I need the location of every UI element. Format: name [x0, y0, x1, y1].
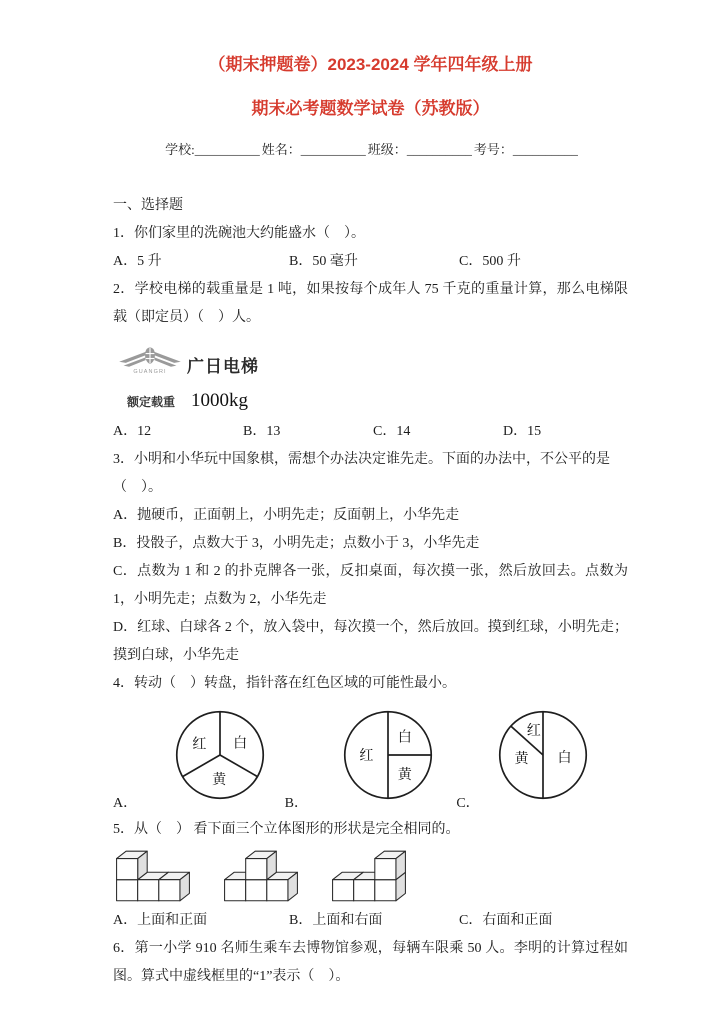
q3-option-c: C．点数为 1 和 2 的扑克牌各一张，反扣桌面，每次摸一张，然后放回去。点数为 1，小明先走；点数为 2，小华先走 — [113, 564, 628, 607]
cube-figure-left — [115, 850, 191, 903]
class-label: 班级： — [367, 142, 407, 157]
rated-load-value: 1000kg — [191, 390, 249, 411]
question-5-cube-figures — [115, 850, 628, 903]
cube-figure-right — [331, 850, 407, 903]
q2-option-d: D．15 — [503, 424, 542, 439]
svg-text:GUANGRI: GUANGRI — [133, 368, 167, 375]
question-3-text: 3．小明和小华玩中国象棋，需想个办法决定谁先走。下面的办法中，不公平的是（ ）。 — [113, 452, 610, 495]
exam-title-line2: 期末必考题数学试卷（苏教版） — [251, 99, 490, 118]
q3-option-d: D．红球、白球各 2 个，放入袋中，每次摸一个，然后放回。摸到红球，小明先走；摸到白球，小华先走 — [113, 620, 628, 663]
cube-figure-middle — [223, 850, 299, 903]
svg-text:黄: 黄 — [514, 751, 529, 768]
question-2-options — [113, 418, 628, 446]
svg-text:白: 白 — [397, 729, 412, 746]
spinner-a-wheel — [173, 708, 267, 802]
svg-text:红: 红 — [359, 748, 374, 765]
spinner-a-letter: A． — [113, 796, 138, 811]
q1-option-a: A．5 升 — [113, 254, 162, 269]
svg-text:黄: 黄 — [212, 771, 227, 788]
question-4-spinners — [113, 706, 628, 816]
question-1-text: 1．你们家里的洗碗池大约能盛水（ ）。 — [113, 226, 365, 241]
rated-load-label: 额定载重 — [127, 395, 176, 409]
school-blank-field: __________ — [194, 142, 260, 157]
q1-option-b: B．50 毫升 — [289, 254, 358, 269]
spinner-b-wheel — [341, 708, 435, 802]
spinner-option-a — [113, 706, 285, 816]
spinner-c-wheel — [496, 708, 590, 802]
question-5-text: 5．从（ ） 看下面三个立体图形的形状是完全相同的。 — [113, 822, 460, 837]
elevator-plate-top-row — [117, 344, 287, 384]
name-label: 姓名： — [261, 142, 301, 157]
guangri-wings-logo-icon — [117, 344, 183, 384]
question-6-text: 6．第一小学 910 名师生乘车去博物馆参观，每辆车限乘 50 人。李明的计算过程如图。算式中虚线框里的“1”表示（ ）。 — [113, 941, 628, 984]
q3-option-a: A．抛硬币，正面朝上，小明先走；反面朝上，小华先走 — [113, 508, 460, 523]
svg-text:红: 红 — [192, 736, 207, 753]
school-label: 学校: — [165, 142, 195, 157]
q1-option-c: C．500 升 — [459, 254, 521, 269]
spinner-option-b — [285, 706, 457, 816]
spinner-option-c — [456, 706, 628, 816]
name-blank-field: __________ — [300, 142, 366, 157]
question-2-text: 2．学校电梯的载重量是 1 吨，如果按每个成年人 75 千克的重量计算，那么电梯限载（即定员）（ ）人。 — [113, 282, 628, 325]
student-info-bar — [113, 139, 628, 158]
q2-option-c: C．14 — [373, 424, 411, 439]
question-4-text: 4．转动（ ）转盘，指针落在红色区域的可能性最小。 — [113, 676, 456, 691]
svg-text:白: 白 — [233, 735, 248, 752]
q5-option-c: C．右面和正面 — [459, 913, 553, 928]
elevator-brand-name: 广日电梯 — [187, 356, 259, 376]
question-5-options — [113, 907, 628, 935]
class-blank-field: __________ — [406, 142, 472, 157]
svg-text:白: 白 — [557, 750, 572, 767]
elevator-rating-plate — [117, 344, 287, 412]
q3-option-b: B．投骰子，点数大于 3，小明先走；点数小于 3，小华先走 — [113, 536, 480, 551]
svg-text:黄: 黄 — [397, 766, 412, 783]
exam-no-blank-field: __________ — [512, 142, 578, 157]
q5-option-a: A．上面和正面 — [113, 913, 208, 928]
q5-option-b: B．上面和右面 — [289, 913, 383, 928]
q2-option-b: B．13 — [243, 424, 281, 439]
q2-option-a: A．12 — [113, 424, 152, 439]
section-one-heading: 一、选择题 — [113, 198, 183, 213]
svg-text:红: 红 — [527, 722, 542, 739]
elevator-plate-rating-row — [127, 390, 287, 412]
question-1-options — [113, 248, 628, 276]
spinner-b-letter: B． — [284, 796, 309, 811]
spinner-c-letter: C． — [456, 796, 480, 811]
exam-no-label: 考号： — [473, 142, 513, 157]
exam-title-line1: （期末押题卷）2023-2024 学年四年级上册 — [208, 55, 533, 74]
